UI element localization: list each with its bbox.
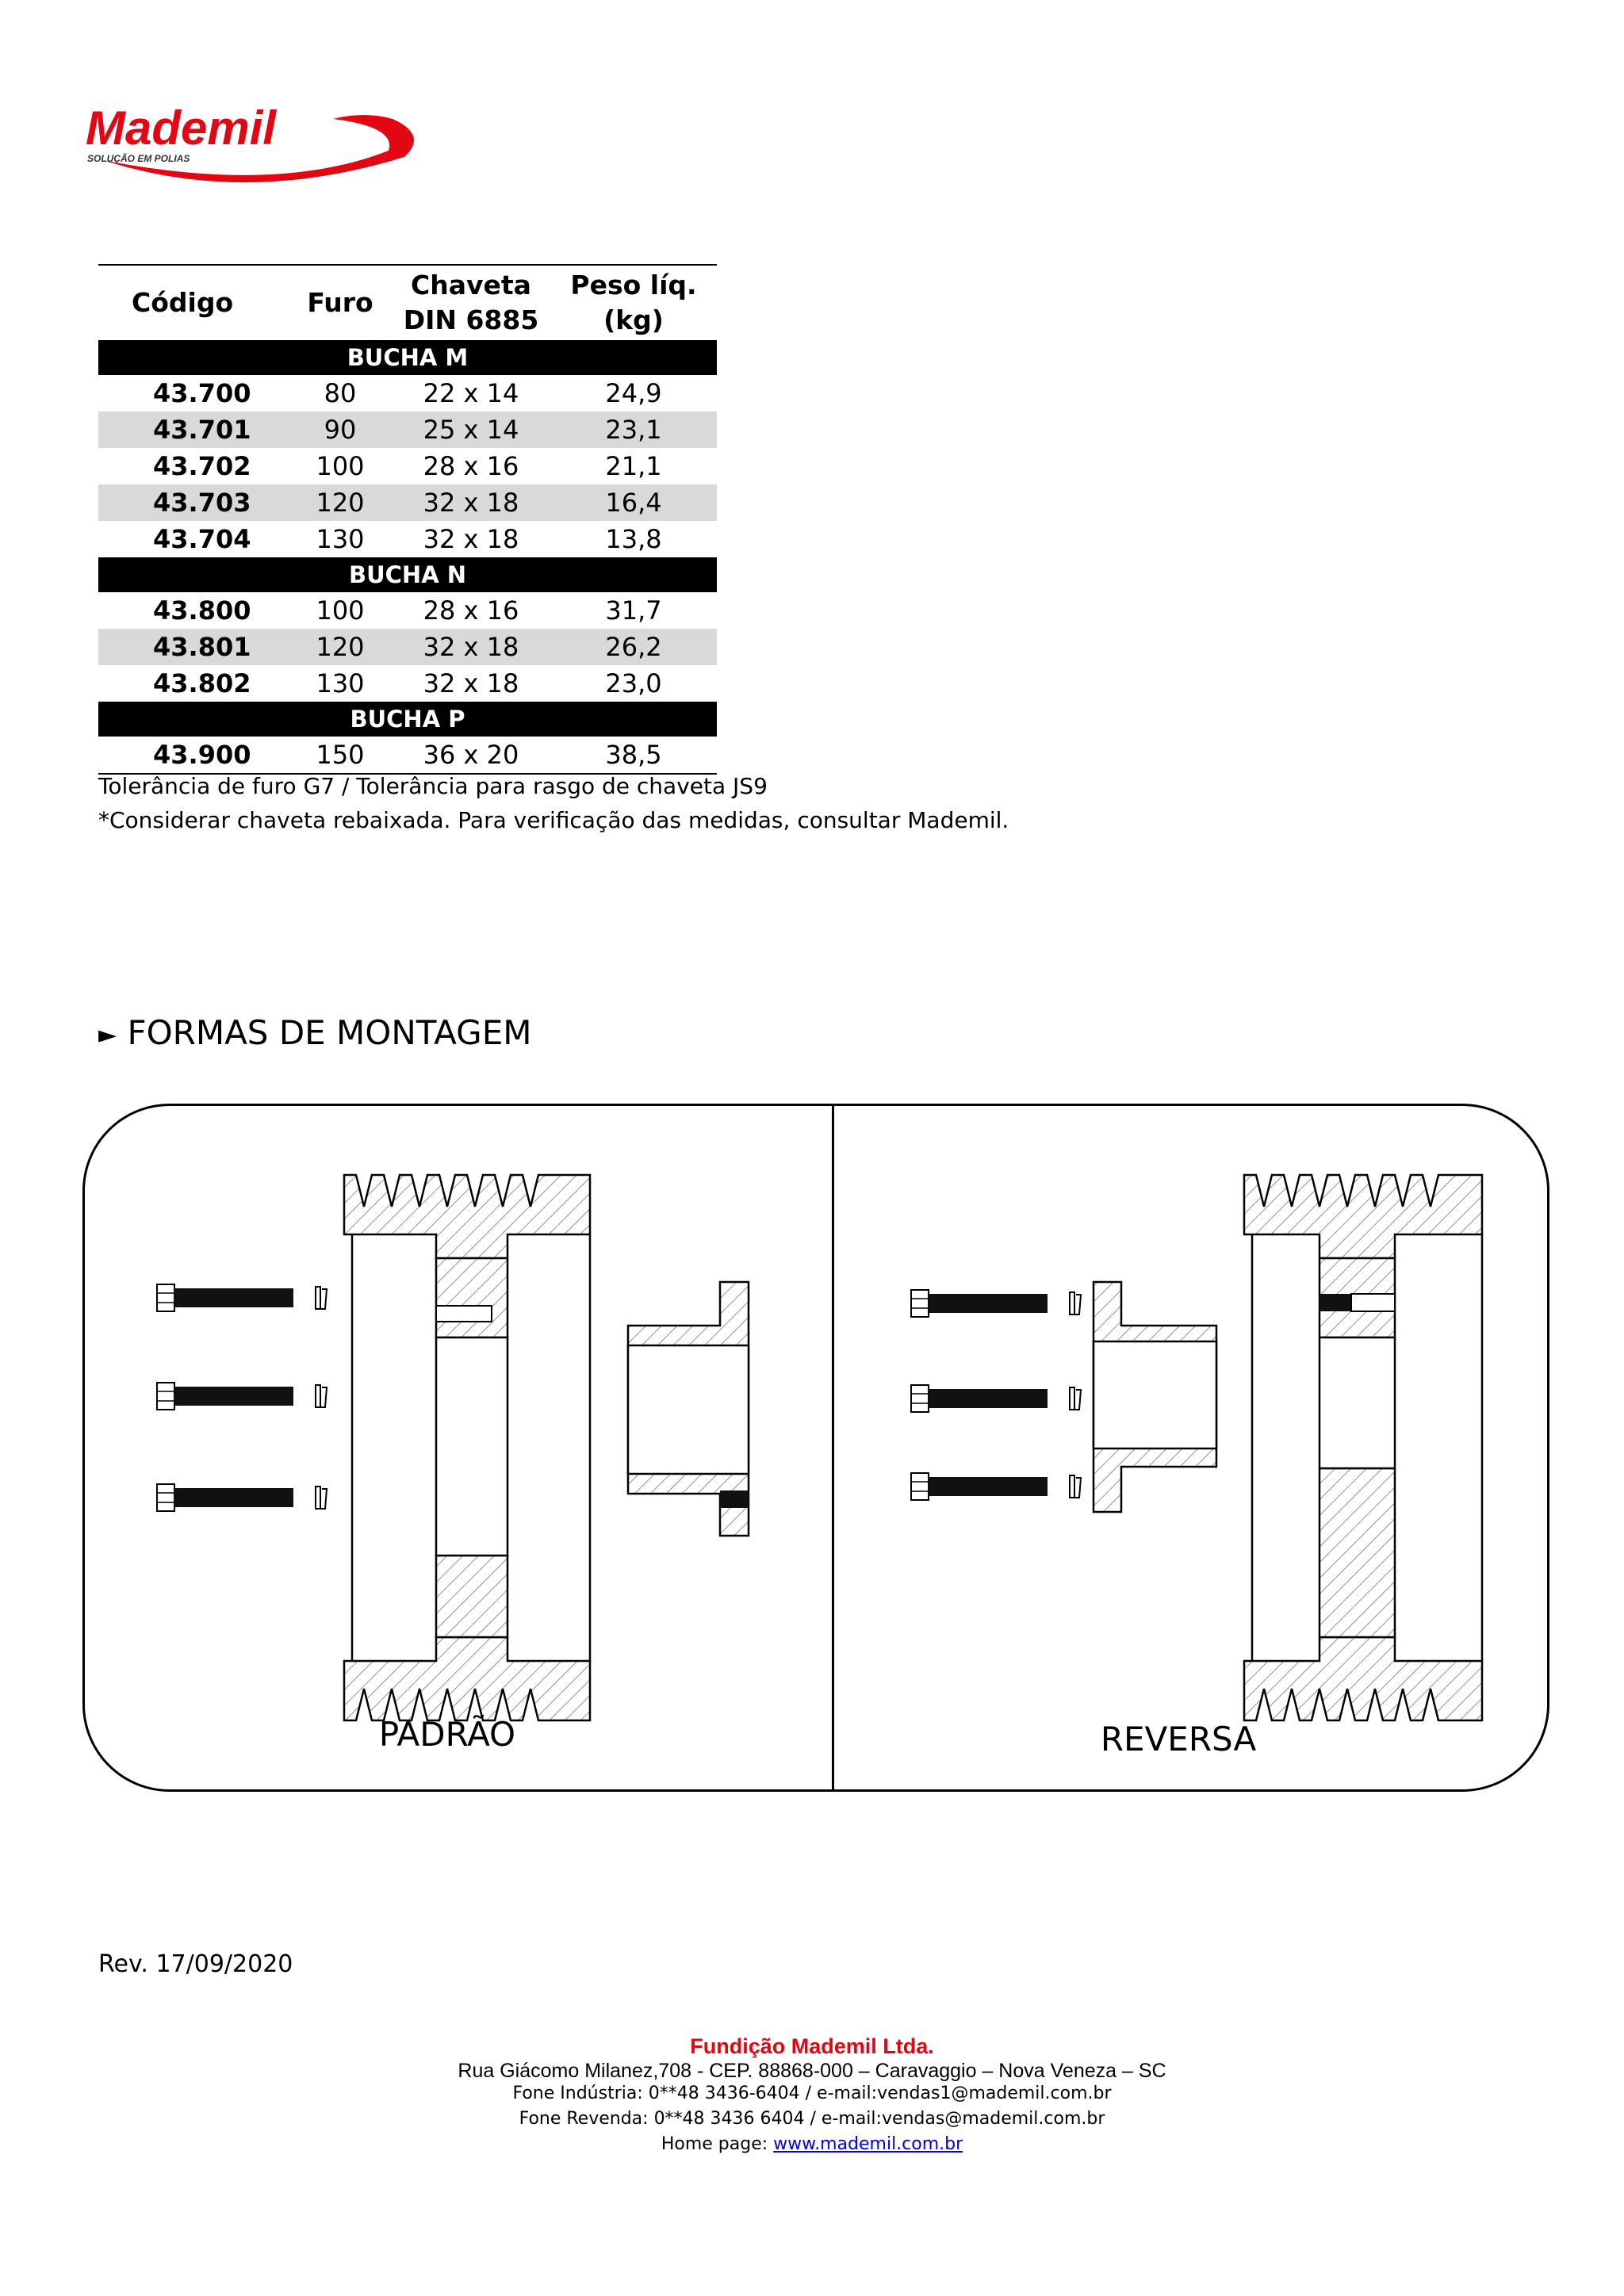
pulley-bore — [1320, 1337, 1395, 1468]
pulley-hub-bottom — [436, 1556, 508, 1637]
group-row-bucha-m: BUCHA M — [98, 340, 717, 375]
homepage-label: Home page: — [661, 2134, 768, 2154]
bolt-icon — [911, 1385, 1081, 1412]
footer-address: Rua Giácomo Milanez,708 - CEP. 88868-000 – Caravaggio – Nova Veneza – SC — [458, 2060, 1166, 2082]
table-row: 43.900 150 36 x 20 38,5 — [98, 737, 717, 774]
header-weight: Peso líq. (kg) — [550, 265, 717, 340]
keyway — [436, 1306, 492, 1322]
footer-homepage — [0, 2134, 1624, 2154]
group-row-bucha-n: BUCHA N — [98, 557, 717, 592]
padrao-label: PADRÃO — [378, 1715, 516, 1754]
revision-date: Rev. 17/09/2020 — [98, 1950, 293, 1978]
header-bore: Furo — [289, 265, 392, 340]
homepage-link[interactable]: www.mademil.com.br — [773, 2134, 963, 2154]
bullet-arrow-icon: ► — [98, 1021, 117, 1049]
table-row: 43.701 90 25 x 14 23,1 — [98, 411, 717, 448]
footer-phone-resale: Fone Revenda: 0**48 3436 6404 / e-mail:vendas@mademil.com.br — [519, 2109, 1105, 2129]
table-row: 43.801 120 32 x 18 26,2 — [98, 629, 717, 665]
bushing-bore — [628, 1345, 749, 1474]
table-row: 43.703 120 32 x 18 16,4 — [98, 484, 717, 521]
pulley-bore — [436, 1337, 508, 1556]
mademil-logo — [79, 87, 420, 190]
bolt-icon — [157, 1383, 327, 1410]
header-code: Código — [98, 265, 289, 340]
pulley-hub-top — [436, 1258, 508, 1337]
bolt-icon — [157, 1284, 327, 1311]
table-row: 43.800 100 28 x 16 31,7 — [153, 595, 662, 626]
pulley-rim-top — [344, 1175, 590, 1258]
bolt-icon — [911, 1290, 1081, 1317]
logo-tagline: SOLUÇÃO EM POLIAS — [87, 153, 190, 164]
header-key: Chaveta DIN 6885 — [392, 265, 550, 340]
section-title — [98, 1013, 531, 1052]
logo-brand: Mademil — [86, 101, 277, 155]
tolerance-note: Tolerância de furo G7 / Tolerância para rasgo de chaveta JS9 — [98, 773, 768, 799]
section-title-text: FORMAS DE MONTAGEM — [127, 1013, 532, 1052]
reversa-label: REVERSA — [1100, 1720, 1257, 1758]
table-row: 43.802 130 32 x 18 23,0 — [153, 668, 662, 698]
bushing-bore — [1094, 1341, 1216, 1448]
reversa-drawing — [911, 1175, 1482, 1758]
table-header-row — [98, 265, 717, 340]
bolt-icon — [157, 1484, 327, 1511]
padrao-drawing — [157, 1175, 749, 1754]
pulley-rim-top — [1244, 1175, 1482, 1258]
footer-company: Fundição Mademil Ltda. — [690, 2034, 934, 2058]
spec-table — [98, 264, 717, 775]
bolt-icon — [911, 1473, 1081, 1500]
mounting-drawings — [82, 1104, 1549, 1792]
pulley-rim-bottom — [1244, 1637, 1482, 1720]
table-row: 43.700 80 22 x 14 24,9 — [153, 378, 662, 408]
table-row: 43.702 100 28 x 16 21,1 — [153, 451, 662, 481]
key-note: *Considerar chaveta rebaixada. Para verificação das medidas, consultar Mademil. — [98, 807, 1009, 833]
table-row: 43.704 130 32 x 18 13,8 — [153, 524, 662, 554]
footer-phone-industry: Fone Indústria: 0**48 3436-6404 / e-mail:vendas1@mademil.com.br — [512, 2084, 1112, 2103]
pulley-hub-bottom — [1320, 1468, 1395, 1637]
pulley-rim-bottom — [344, 1637, 590, 1720]
group-row-bucha-p: BUCHA P — [98, 702, 717, 737]
